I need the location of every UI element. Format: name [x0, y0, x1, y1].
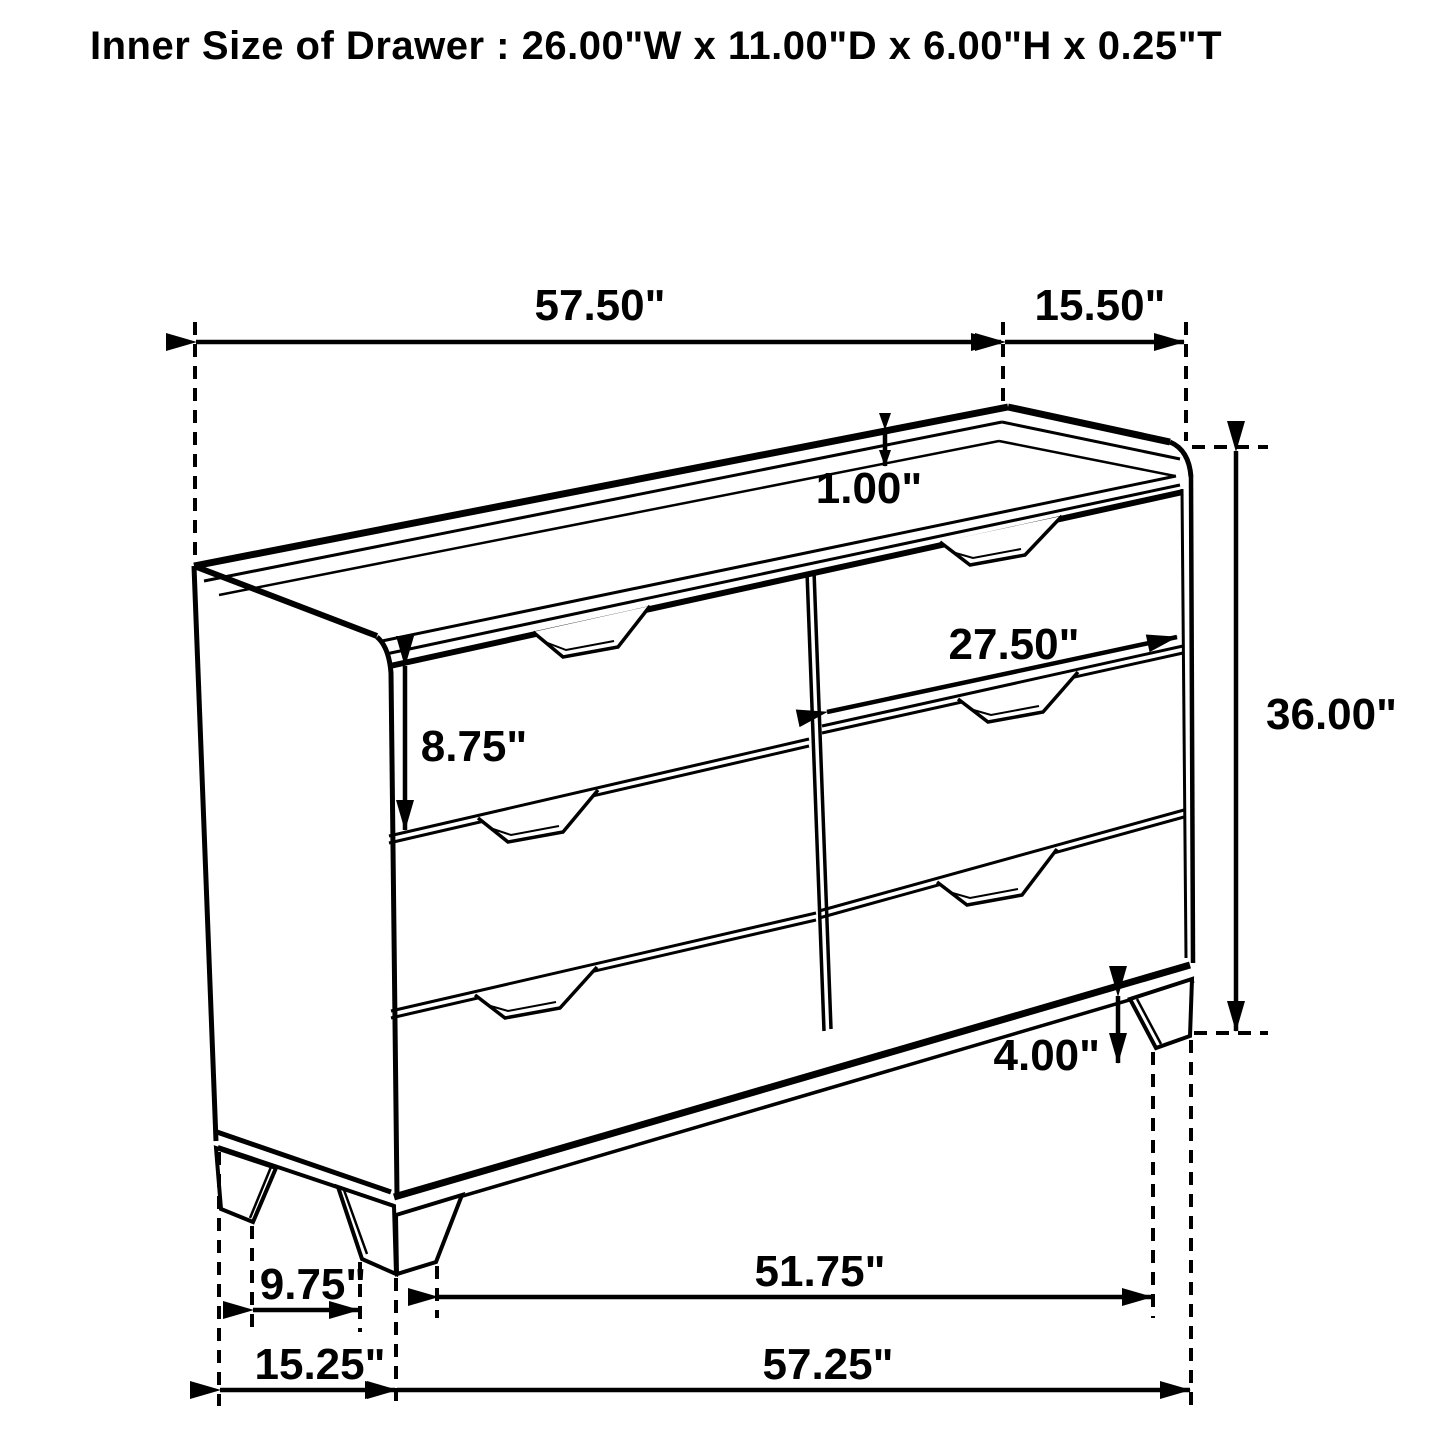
top-right-edge	[1008, 407, 1170, 442]
base-width-label: 57.25"	[762, 1340, 894, 1389]
top-surface-right-line	[999, 441, 1175, 476]
leg-height-label: 4.00"	[993, 1031, 1100, 1080]
dim-overall-depth	[1005, 281, 1184, 342]
leg-back-left	[216, 1148, 276, 1222]
drawer-width-label: 27.50"	[948, 620, 1080, 669]
dim-overall-width	[196, 281, 1001, 342]
front-left-edge	[377, 637, 397, 1196]
dim-overall-height	[1236, 451, 1397, 1031]
side-back-edge	[194, 566, 216, 1141]
dresser-drawing	[194, 407, 1194, 1274]
handle-notch-left-2	[478, 790, 598, 842]
dim-base-width	[397, 1340, 1190, 1390]
leg-depth-spacing-label: 9.75"	[259, 1260, 367, 1309]
side-top-edge	[194, 566, 377, 636]
center-divider	[807, 571, 831, 1031]
left-separator-2b	[391, 920, 816, 1018]
dim-leg-depth-spacing	[253, 1260, 366, 1310]
handle-notch-right-3	[937, 849, 1057, 905]
front-right-edge-inner	[1182, 489, 1186, 958]
handle-notch-left-3	[475, 967, 597, 1018]
leg-front-left-front-face	[396, 1195, 462, 1274]
handle-notch-left-1	[533, 606, 650, 657]
dim-front-leg-spacing	[438, 1247, 1152, 1297]
overall-width-label: 57.50"	[534, 281, 666, 330]
drawer-height-label: 8.75"	[420, 722, 528, 771]
bottom-rails	[214, 965, 1194, 1215]
top-thickness-label: 1.00"	[815, 464, 923, 513]
carcass-edges	[194, 442, 1193, 1196]
front-leg-spacing-label: 51.75"	[754, 1247, 886, 1296]
overall-depth-label: 15.50"	[1034, 281, 1166, 330]
front-right-corner	[1170, 442, 1191, 477]
front-right-edge	[1191, 477, 1193, 963]
overall-height-label: 36.00"	[1266, 690, 1397, 739]
top-surface-front-edge	[382, 476, 1176, 641]
page-title: Inner Size of Drawer : 26.00"W x 11.00"D x 6.00"H x 0.25"T	[90, 24, 1223, 68]
dim-drawer-height	[405, 666, 527, 830]
left-separator-2a	[391, 913, 816, 1011]
drawer-handles	[475, 516, 1078, 1018]
base-depth-label: 15.25"	[254, 1340, 386, 1389]
leg-front-right	[1130, 979, 1192, 1048]
dim-base-depth	[220, 1340, 395, 1390]
